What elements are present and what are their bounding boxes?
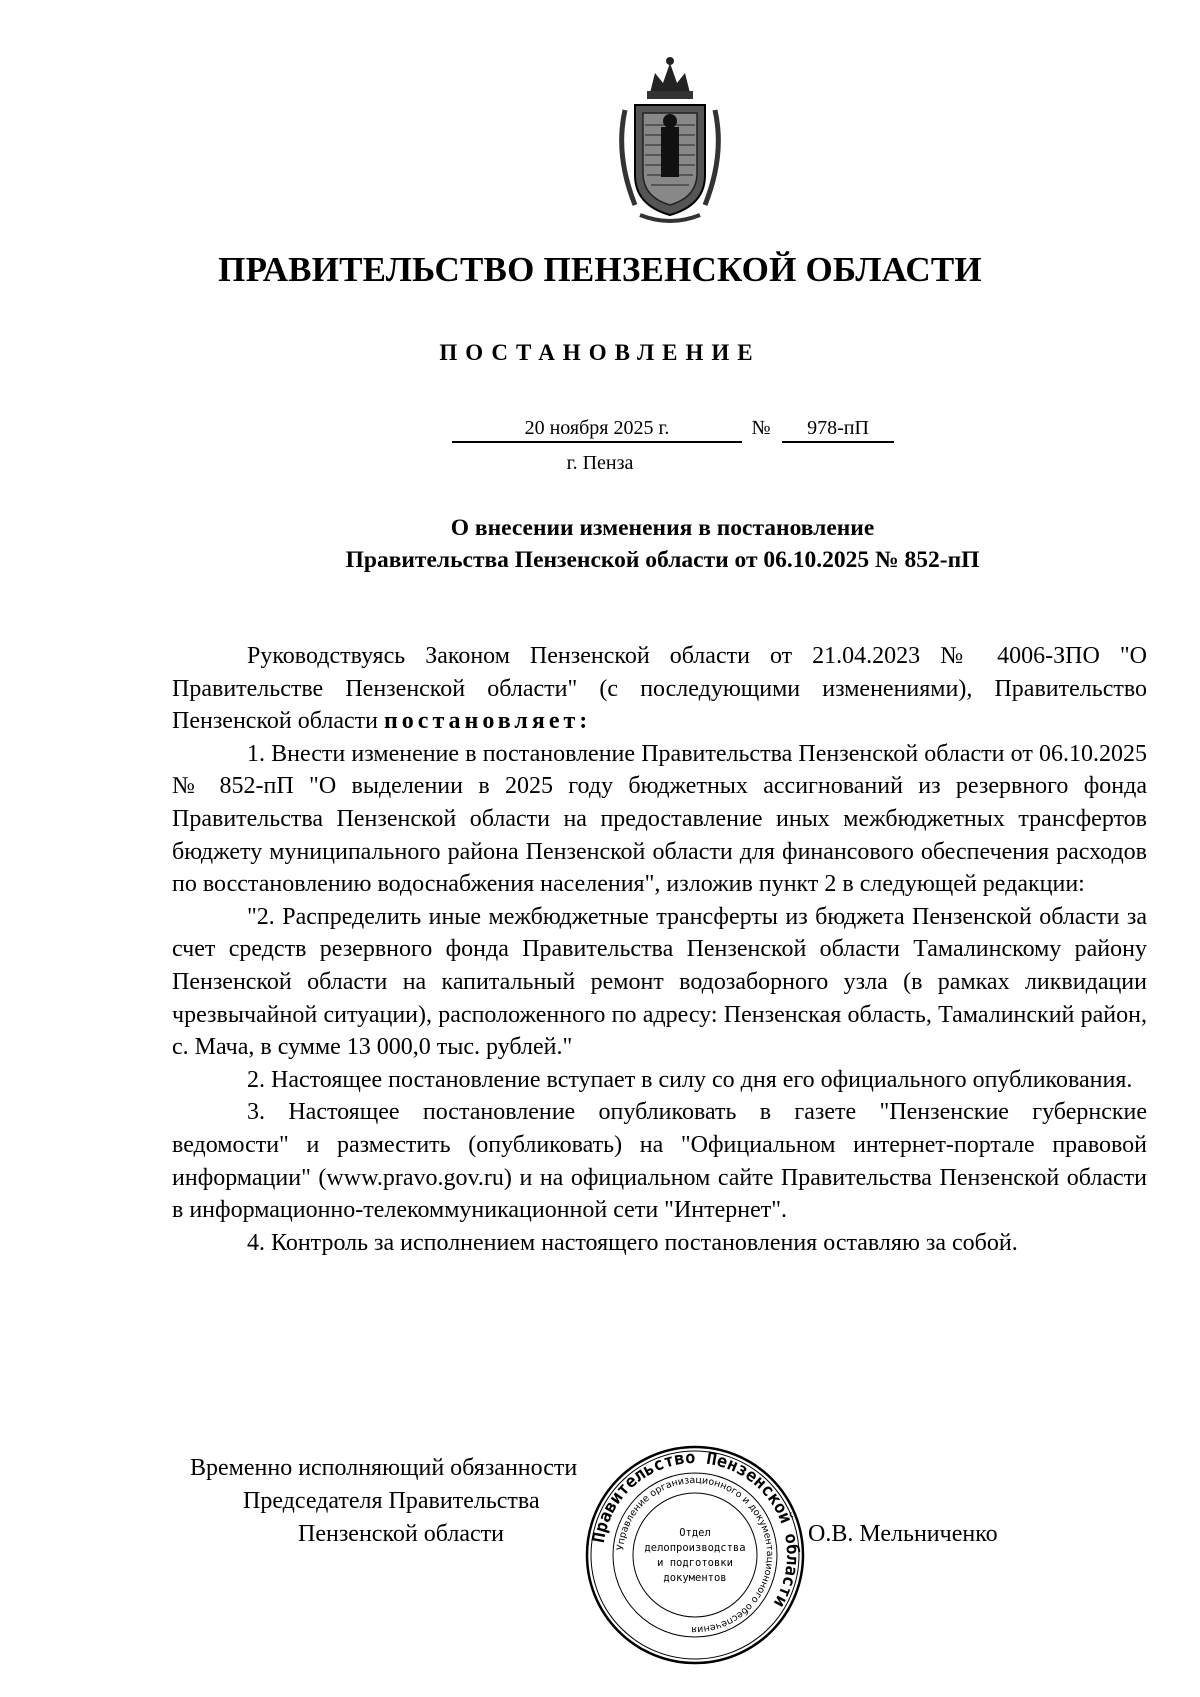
coat-of-arms-emblem — [605, 55, 735, 225]
document-type: ПОСТАНОВЛЕНИЕ — [439, 340, 761, 365]
preamble-paragraph — [172, 640, 1147, 738]
item-1-quote-paragraph: "2. Распределить иные межбюджетные трансферты из бюджета Пензенской области за счет средств резервного фонда Правительства Пензенской области Тамалинскому району Пензенской области на капитальный ремонт водозаборного узла (в рамках ликвидации чрезвычайной ситуации), расположенного по адресу: Пензенская область, Тамалинский район, с. Мача, в сумме 13 000,0 тыс. рублей." — [172, 903, 1147, 1061]
item-3-paragraph: 3. Настоящее постановление опубликовать в газете "Пензенские губернские ведомости" и разместить (опубликовать) на "Официальном интернет-портале правовой информации" (www.pravo.gov.ru) и на официальном сайте Правительства Пензенской области в информационно-телекоммуникационной сети "Интернет". — [172, 1099, 1147, 1224]
document-date: 20 ноября 2025 г. — [452, 415, 742, 443]
signatory-position-line-3: Пензенской области — [298, 1521, 504, 1547]
stamp-outer-text: Правительство Пензенской области — [588, 1447, 803, 1611]
signatory-name: О.В. Мельниченко — [808, 1521, 998, 1547]
stamp-center-line-3: и подготовки — [657, 1557, 733, 1569]
item-1-paragraph: 1. Внести изменение в постановление Правительства Пензенской области от 06.10.2025 № 852-пП "О выделении в 2025 году бюджетных ассигнований из резервного фонда Правительства Пензенской области на предоставление иных межбюджетных трансфертов бюджету муниципального района Пензенской области для финансового обеспечения расходов по восстановлению водоснабжения населения", изложив пункт 2 в следующей редакции: — [172, 740, 1147, 898]
stamp-center-line-4: документов — [663, 1572, 727, 1584]
subject-line-1: О внесении изменения в постановление — [450, 515, 875, 541]
document-body — [172, 640, 1147, 1259]
preamble-decides: постановляет: — [383, 708, 592, 735]
document-subject — [200, 512, 1125, 576]
government-title: ПРАВИТЕЛЬСТВО ПЕНЗЕНСКОЙ ОБЛАСТИ — [218, 250, 982, 289]
number-sign: № — [751, 417, 771, 439]
signatory-position-line-1: Временно исполняющий обязанности — [190, 1455, 578, 1481]
stamp-inner-ring-text: Управление организационного и документационного обеспечения — [615, 1474, 776, 1636]
document-number: 978-пП — [782, 415, 894, 443]
stamp-center-line-1: Отдел — [679, 1527, 711, 1539]
stamp-center-line-2: делопроизводства — [644, 1542, 746, 1554]
signatory-position-line-2: Председателя Правительства — [243, 1488, 540, 1514]
subject-line-2: Правительства Пензенской области от 06.10.2025 № 852-пП — [345, 547, 980, 573]
city: г. Пенза — [566, 452, 634, 474]
item-4-paragraph: 4. Контроль за исполнением настоящего постановления оставляю за собой. — [247, 1229, 1018, 1256]
official-stamp — [580, 1440, 810, 1670]
preamble-text: Руководствуясь Законом Пензенской области от 21.04.2023 № 4006-ЗПО "О Правительстве Пензенской области" (с последующими изменениями), Правительство Пензенской области — [172, 643, 1147, 735]
item-2-paragraph: 2. Настоящее постановление вступает в силу со дня его официального опубликования. — [247, 1066, 1133, 1093]
